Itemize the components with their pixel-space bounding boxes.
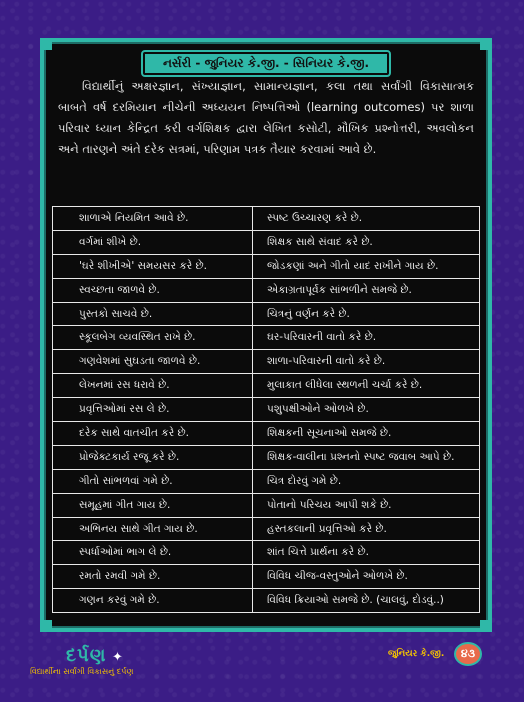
outcome-cell-left: વર્ગમાં શીખે છે. [53,230,253,254]
table-row [53,422,480,446]
outcome-cell-left: પુસ્તકો સાચવે છે. [53,302,253,326]
outcome-cell-right: શાળા-પરિવારની વાતો કરે છે. [253,350,480,374]
outcome-cell-left: સ્પર્ધાઓમાં ભાગ લે છે. [53,541,253,565]
outcome-cell-left: ગીતો સાંભળવાં ગમે છે. [53,469,253,493]
content-panel [40,38,492,632]
outcome-cell-right: જોડકણાં અને ગીતો યાદ રાખીને ગાય છે. [253,254,480,278]
outcome-cell-right: શાંત ચિત્તે પ્રાર્થના કરે છે. [253,541,480,565]
corner-ornament [480,620,492,632]
outcome-cell-left: સ્વચ્છતા જાળવે છે. [53,278,253,302]
table-row [53,565,480,589]
footer-logo [30,645,160,677]
title-wrap [44,52,488,75]
table-row [53,302,480,326]
outcome-cell-right: વિવિધ ક્રિયાઓ સમજે છે. (ચાલવું, દોડવું..) [253,589,480,613]
outcome-cell-right: શિક્ષકની સૂચનાઓ સમજે છે. [253,422,480,446]
table-row [53,445,480,469]
outcome-cell-right: પશુપક્ષીઓને ઓળખે છે. [253,398,480,422]
outcome-cell-left: શાળાએ નિયમિત આવે છે. [53,207,253,231]
outcome-cell-right: પોતાનો પરિચય આપી શકે છે. [253,493,480,517]
table-row [53,469,480,493]
table-row [53,493,480,517]
outcome-cell-left: પ્રોજેક્ટકાર્ય રજૂ કરે છે. [53,445,253,469]
outcome-cell-right: હસ્તકલાની પ્રવૃત્તિઓ કરે છે. [253,517,480,541]
outcome-cell-left: અભિનય સાથે ગીત ગાય છે. [53,517,253,541]
outcome-cell-left: સ્કૂલબેગ વ્યવસ્થિત રાખે છે. [53,326,253,350]
footer-grade-label: જુનિયર કે.જી. [388,649,445,659]
outcome-cell-right: શિક્ષક સાથે સંવાદ કરે છે. [253,230,480,254]
table-row [53,326,480,350]
table-row [53,541,480,565]
outcome-cell-left: ગણવેશમાં સુઘડતા જાળવે છે. [53,350,253,374]
table-row [53,254,480,278]
logo-tagline: વિદ્યાર્થીના સર્વાંગી વિકાસનું દર્પણ [30,667,134,676]
table-row [53,517,480,541]
table-row [53,589,480,613]
table-row [53,230,480,254]
outcomes-table-body [53,207,480,613]
corner-ornament [40,38,52,50]
table-row [53,398,480,422]
outcome-cell-right: વિવિધ ચીજ-વસ્તુઓને ઓળખે છે. [253,565,480,589]
page-number-badge: ૪૩ [454,642,482,666]
outcome-cell-left: પ્રવૃત્તિઓમાં રસ લે છે. [53,398,253,422]
corner-ornament [40,620,52,632]
outcome-cell-right: ચિત્ર દોરવું ગમે છે. [253,469,480,493]
outcome-cell-left: દરેક સાથે વાતચીત કરે છે. [53,422,253,446]
corner-ornament [480,38,492,50]
outcomes-table [52,206,480,613]
outcome-cell-right: એકાગ્રતાપૂર્વક સાંભળીને સમજે છે. [253,278,480,302]
table-row [53,207,480,231]
outcome-cell-right: શિક્ષક-વાલીના પ્રશ્નનો સ્પષ્ટ જવાબ આપે છે. [253,445,480,469]
outcome-cell-right: મુલાકાત લીધેલા સ્થળની ચર્ચા કરે છે. [253,374,480,398]
outcome-cell-right: ઘર-પરિવારની વાતો કરે છે. [253,326,480,350]
table-row [53,374,480,398]
outcome-cell-left: ગણન કરવું ગમે છે. [53,589,253,613]
outcome-cell-left: રમતો રમવી ગમે છે. [53,565,253,589]
table-row [53,278,480,302]
table-row [53,350,480,374]
intro-paragraph: વિદ્યાર્થીનું અક્ષરજ્ઞાન, સંખ્યાજ્ઞાન, સામાન્યજ્ઞાન, કલા તથા સર્વાંગી વિકાસાત્મક બાબતે વર્ષ દરમિયાન નીચેની અધ્યયન નિષ્પત્તિઓ (learning outcomes) પર શાળા પરિવાર ધ્યાન કેન્દ્રિત કરી વર્ગશિક્ષક દ્વારા લેખિત કસોટી, મૌખિક પ્રશ્નોત્તરી, અવલોકન અને તારણને અંતે દરેક સત્રમાં, પરિણામ પત્રક તૈયાર કરવામાં આવે છે. [58,79,474,156]
bulb-icon: ✦ [106,650,124,665]
outcome-cell-right: સ્પષ્ટ ઉચ્ચારણ કરે છે. [253,207,480,231]
logo-wordmark: દર્પણ ✦ [66,645,124,666]
outcome-cell-left: સમૂહમાં ગીત ગાય છે. [53,493,253,517]
outcome-cell-right: ચિત્રનું વર્ણન કરે છે. [253,302,480,326]
outcome-cell-left: લેખનમાં રસ ધરાવે છે. [53,374,253,398]
outcome-cell-left: 'ઘરે શીખીએ' સમયસર કરે છે. [53,254,253,278]
page-title: નર્સરી - જુનિયર કે.જી. - સિનિયર કે.જી. [143,52,389,75]
